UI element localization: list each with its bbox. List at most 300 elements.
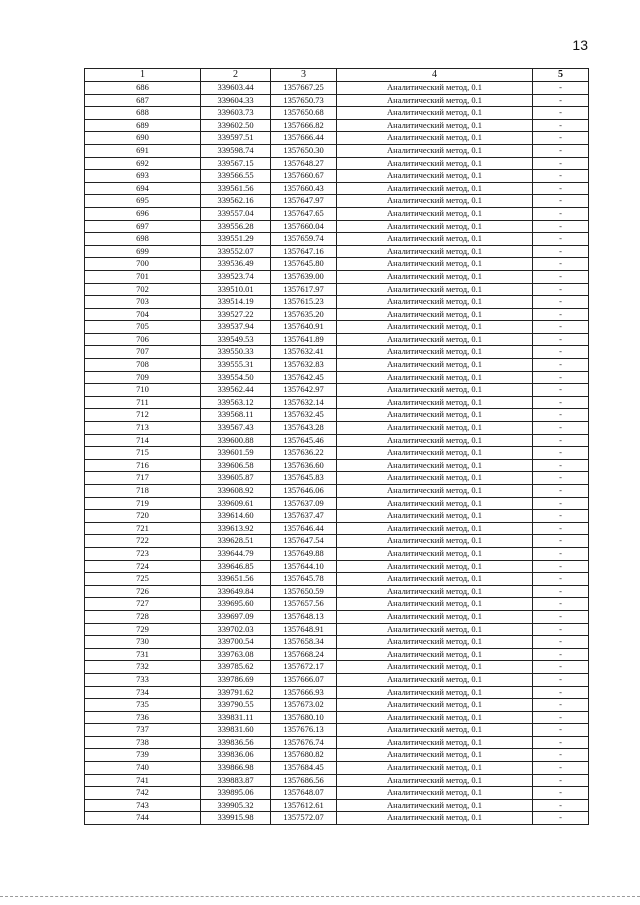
y-coordinate-cell: 1357648.07 (271, 787, 337, 800)
table-row (85, 333, 589, 346)
x-coordinate-cell: 339895.06 (201, 787, 271, 800)
method-cell: Аналитический метод, 0.1 (337, 258, 533, 271)
x-coordinate-cell: 339523.74 (201, 270, 271, 283)
mark-cell: - (533, 170, 589, 183)
table-row (85, 522, 589, 535)
method-cell: Аналитический метод, 0.1 (337, 749, 533, 762)
point-number-cell: 725 (85, 573, 201, 586)
method-cell: Аналитический метод, 0.1 (337, 170, 533, 183)
mark-cell: - (533, 233, 589, 246)
x-coordinate-cell: 339561.56 (201, 182, 271, 195)
table-row (85, 308, 589, 321)
header-method: 4 (337, 69, 533, 82)
y-coordinate-cell: 1357673.02 (271, 699, 337, 712)
table-row (85, 535, 589, 548)
x-coordinate-cell: 339785.62 (201, 661, 271, 674)
table-row (85, 220, 589, 233)
y-coordinate-cell: 1357686.56 (271, 774, 337, 787)
method-cell: Аналитический метод, 0.1 (337, 799, 533, 812)
table-row (85, 648, 589, 661)
y-coordinate-cell: 1357637.47 (271, 510, 337, 523)
method-cell: Аналитический метод, 0.1 (337, 661, 533, 674)
mark-cell: - (533, 144, 589, 157)
x-coordinate-cell: 339510.01 (201, 283, 271, 296)
table-row (85, 585, 589, 598)
y-coordinate-cell: 1357645.83 (271, 472, 337, 485)
x-coordinate-cell: 339883.87 (201, 774, 271, 787)
x-coordinate-cell: 339700.54 (201, 636, 271, 649)
point-number-cell: 689 (85, 119, 201, 132)
point-number-cell: 690 (85, 132, 201, 145)
table-row (85, 711, 589, 724)
table-row (85, 699, 589, 712)
table-row (85, 661, 589, 674)
point-number-cell: 734 (85, 686, 201, 699)
method-cell: Аналитический метод, 0.1 (337, 195, 533, 208)
y-coordinate-cell: 1357650.30 (271, 144, 337, 157)
header-x-coordinate: 2 (201, 69, 271, 82)
x-coordinate-cell: 339603.44 (201, 82, 271, 95)
mark-cell: - (533, 270, 589, 283)
mark-cell: - (533, 296, 589, 309)
table-row (85, 623, 589, 636)
y-coordinate-cell: 1357612.61 (271, 799, 337, 812)
method-cell: Аналитический метод, 0.1 (337, 547, 533, 560)
x-coordinate-cell: 339786.69 (201, 673, 271, 686)
x-coordinate-cell: 339556.28 (201, 220, 271, 233)
y-coordinate-cell: 1357639.00 (271, 270, 337, 283)
x-coordinate-cell: 339597.51 (201, 132, 271, 145)
mark-cell: - (533, 82, 589, 95)
y-coordinate-cell: 1357666.82 (271, 119, 337, 132)
table-row (85, 132, 589, 145)
y-coordinate-cell: 1357684.45 (271, 762, 337, 775)
x-coordinate-cell: 339567.43 (201, 422, 271, 435)
method-cell: Аналитический метод, 0.1 (337, 711, 533, 724)
method-cell: Аналитический метод, 0.1 (337, 207, 533, 220)
x-coordinate-cell: 339628.51 (201, 535, 271, 548)
method-cell: Аналитический метод, 0.1 (337, 560, 533, 573)
mark-cell: - (533, 157, 589, 170)
x-coordinate-cell: 339605.87 (201, 472, 271, 485)
y-coordinate-cell: 1357640.91 (271, 321, 337, 334)
table-row (85, 598, 589, 611)
point-number-cell: 696 (85, 207, 201, 220)
header-point-number: 1 (85, 69, 201, 82)
mark-cell: - (533, 724, 589, 737)
x-coordinate-cell: 339791.62 (201, 686, 271, 699)
table-row (85, 107, 589, 120)
y-coordinate-cell: 1357636.22 (271, 447, 337, 460)
y-coordinate-cell: 1357649.88 (271, 547, 337, 560)
point-number-cell: 711 (85, 396, 201, 409)
page-number: 13 (572, 37, 588, 53)
table-row (85, 787, 589, 800)
method-cell: Аналитический метод, 0.1 (337, 724, 533, 737)
y-coordinate-cell: 1357647.54 (271, 535, 337, 548)
method-cell: Аналитический метод, 0.1 (337, 434, 533, 447)
mark-cell: - (533, 547, 589, 560)
y-coordinate-cell: 1357646.06 (271, 485, 337, 498)
x-coordinate-cell: 339609.61 (201, 497, 271, 510)
table-row (85, 422, 589, 435)
y-coordinate-cell: 1357680.82 (271, 749, 337, 762)
mark-cell: - (533, 422, 589, 435)
table-row (85, 258, 589, 271)
point-number-cell: 731 (85, 648, 201, 661)
y-coordinate-cell: 1357641.89 (271, 333, 337, 346)
method-cell: Аналитический метод, 0.1 (337, 283, 533, 296)
y-coordinate-cell: 1357645.78 (271, 573, 337, 586)
table-row (85, 736, 589, 749)
table-body (85, 82, 589, 825)
x-coordinate-cell: 339557.04 (201, 207, 271, 220)
x-coordinate-cell: 339536.49 (201, 258, 271, 271)
mark-cell: - (533, 384, 589, 397)
point-number-cell: 722 (85, 535, 201, 548)
y-coordinate-cell: 1357636.60 (271, 459, 337, 472)
point-number-cell: 687 (85, 94, 201, 107)
point-number-cell: 718 (85, 485, 201, 498)
mark-cell: - (533, 585, 589, 598)
method-cell: Аналитический метод, 0.1 (337, 736, 533, 749)
method-cell: Аналитический метод, 0.1 (337, 762, 533, 775)
mark-cell: - (533, 346, 589, 359)
point-number-cell: 686 (85, 82, 201, 95)
method-cell: Аналитический метод, 0.1 (337, 447, 533, 460)
point-number-cell: 723 (85, 547, 201, 560)
mark-cell: - (533, 573, 589, 586)
table-row (85, 396, 589, 409)
x-coordinate-cell: 339603.73 (201, 107, 271, 120)
point-number-cell: 701 (85, 270, 201, 283)
point-number-cell: 704 (85, 308, 201, 321)
x-coordinate-cell: 339600.88 (201, 434, 271, 447)
mark-cell: - (533, 434, 589, 447)
table-row (85, 321, 589, 334)
table-row (85, 472, 589, 485)
y-coordinate-cell: 1357642.45 (271, 371, 337, 384)
point-number-cell: 742 (85, 787, 201, 800)
table-row (85, 447, 589, 460)
table-row (85, 573, 589, 586)
x-coordinate-cell: 339790.55 (201, 699, 271, 712)
x-coordinate-cell: 339601.59 (201, 447, 271, 460)
x-coordinate-cell: 339606.58 (201, 459, 271, 472)
table-row (85, 724, 589, 737)
table-row (85, 673, 589, 686)
x-coordinate-cell: 339644.79 (201, 547, 271, 560)
mark-cell: - (533, 535, 589, 548)
table-row (85, 296, 589, 309)
point-number-cell: 693 (85, 170, 201, 183)
table-row (85, 94, 589, 107)
x-coordinate-cell: 339915.98 (201, 812, 271, 825)
y-coordinate-cell: 1357646.44 (271, 522, 337, 535)
point-number-cell: 703 (85, 296, 201, 309)
y-coordinate-cell: 1357650.59 (271, 585, 337, 598)
x-coordinate-cell: 339602.50 (201, 119, 271, 132)
mark-cell: - (533, 799, 589, 812)
x-coordinate-cell: 339763.08 (201, 648, 271, 661)
method-cell: Аналитический метод, 0.1 (337, 296, 533, 309)
method-cell: Аналитический метод, 0.1 (337, 107, 533, 120)
table-row (85, 195, 589, 208)
table-row (85, 409, 589, 422)
table-row (85, 610, 589, 623)
method-cell: Аналитический метод, 0.1 (337, 384, 533, 397)
mark-cell: - (533, 220, 589, 233)
y-coordinate-cell: 1357645.46 (271, 434, 337, 447)
x-coordinate-cell: 339836.56 (201, 736, 271, 749)
x-coordinate-cell: 339905.32 (201, 799, 271, 812)
method-cell: Аналитический метод, 0.1 (337, 673, 533, 686)
mark-cell: - (533, 774, 589, 787)
y-coordinate-cell: 1357667.25 (271, 82, 337, 95)
x-coordinate-cell: 339646.85 (201, 560, 271, 573)
y-coordinate-cell: 1357635.20 (271, 308, 337, 321)
method-cell: Аналитический метод, 0.1 (337, 245, 533, 258)
footer-divider (0, 896, 640, 897)
method-cell: Аналитический метод, 0.1 (337, 522, 533, 535)
point-number-cell: 727 (85, 598, 201, 611)
mark-cell: - (533, 711, 589, 724)
mark-cell: - (533, 661, 589, 674)
table-row (85, 119, 589, 132)
mark-cell: - (533, 673, 589, 686)
table-row (85, 547, 589, 560)
x-coordinate-cell: 339563.12 (201, 396, 271, 409)
point-number-cell: 707 (85, 346, 201, 359)
y-coordinate-cell: 1357660.43 (271, 182, 337, 195)
y-coordinate-cell: 1357659.74 (271, 233, 337, 246)
method-cell: Аналитический метод, 0.1 (337, 94, 533, 107)
y-coordinate-cell: 1357647.16 (271, 245, 337, 258)
x-coordinate-cell: 339695.60 (201, 598, 271, 611)
header-column-5: 5 (533, 69, 589, 82)
y-coordinate-cell: 1357650.73 (271, 94, 337, 107)
point-number-cell: 735 (85, 699, 201, 712)
x-coordinate-cell: 339831.11 (201, 711, 271, 724)
y-coordinate-cell: 1357644.10 (271, 560, 337, 573)
method-cell: Аналитический метод, 0.1 (337, 321, 533, 334)
mark-cell: - (533, 459, 589, 472)
point-number-cell: 719 (85, 497, 201, 510)
y-coordinate-cell: 1357648.13 (271, 610, 337, 623)
method-cell: Аналитический метод, 0.1 (337, 182, 533, 195)
coordinates-table (84, 68, 589, 825)
method-cell: Аналитический метод, 0.1 (337, 422, 533, 435)
mark-cell: - (533, 94, 589, 107)
point-number-cell: 737 (85, 724, 201, 737)
y-coordinate-cell: 1357645.80 (271, 258, 337, 271)
point-number-cell: 713 (85, 422, 201, 435)
table-row (85, 170, 589, 183)
y-coordinate-cell: 1357632.45 (271, 409, 337, 422)
y-coordinate-cell: 1357666.07 (271, 673, 337, 686)
point-number-cell: 688 (85, 107, 201, 120)
y-coordinate-cell: 1357657.56 (271, 598, 337, 611)
method-cell: Аналитический метод, 0.1 (337, 308, 533, 321)
method-cell: Аналитический метод, 0.1 (337, 774, 533, 787)
table-row (85, 560, 589, 573)
x-coordinate-cell: 339551.29 (201, 233, 271, 246)
point-number-cell: 740 (85, 762, 201, 775)
method-cell: Аналитический метод, 0.1 (337, 144, 533, 157)
method-cell: Аналитический метод, 0.1 (337, 699, 533, 712)
method-cell: Аналитический метод, 0.1 (337, 472, 533, 485)
table-row (85, 270, 589, 283)
mark-cell: - (533, 321, 589, 334)
mark-cell: - (533, 472, 589, 485)
point-number-cell: 694 (85, 182, 201, 195)
table-row (85, 371, 589, 384)
method-cell: Аналитический метод, 0.1 (337, 636, 533, 649)
point-number-cell: 692 (85, 157, 201, 170)
method-cell: Аналитический метод, 0.1 (337, 459, 533, 472)
mark-cell: - (533, 736, 589, 749)
point-number-cell: 712 (85, 409, 201, 422)
table-row (85, 82, 589, 95)
method-cell: Аналитический метод, 0.1 (337, 648, 533, 661)
table-row (85, 245, 589, 258)
y-coordinate-cell: 1357676.74 (271, 736, 337, 749)
y-coordinate-cell: 1357642.97 (271, 384, 337, 397)
x-coordinate-cell: 339649.84 (201, 585, 271, 598)
method-cell: Аналитический метод, 0.1 (337, 812, 533, 825)
method-cell: Аналитический метод, 0.1 (337, 359, 533, 372)
y-coordinate-cell: 1357666.44 (271, 132, 337, 145)
mark-cell: - (533, 182, 589, 195)
point-number-cell: 709 (85, 371, 201, 384)
method-cell: Аналитический метод, 0.1 (337, 409, 533, 422)
y-coordinate-cell: 1357632.14 (271, 396, 337, 409)
point-number-cell: 695 (85, 195, 201, 208)
x-coordinate-cell: 339568.11 (201, 409, 271, 422)
table-row (85, 510, 589, 523)
point-number-cell: 739 (85, 749, 201, 762)
x-coordinate-cell: 339604.33 (201, 94, 271, 107)
x-coordinate-cell: 339552.07 (201, 245, 271, 258)
point-number-cell: 736 (85, 711, 201, 724)
method-cell: Аналитический метод, 0.1 (337, 610, 533, 623)
method-cell: Аналитический метод, 0.1 (337, 371, 533, 384)
point-number-cell: 702 (85, 283, 201, 296)
method-cell: Аналитический метод, 0.1 (337, 623, 533, 636)
mark-cell: - (533, 522, 589, 535)
x-coordinate-cell: 339866.98 (201, 762, 271, 775)
x-coordinate-cell: 339550.33 (201, 346, 271, 359)
x-coordinate-cell: 339651.56 (201, 573, 271, 586)
x-coordinate-cell: 339836.06 (201, 749, 271, 762)
mark-cell: - (533, 598, 589, 611)
y-coordinate-cell: 1357660.04 (271, 220, 337, 233)
point-number-cell: 708 (85, 359, 201, 372)
point-number-cell: 706 (85, 333, 201, 346)
point-number-cell: 710 (85, 384, 201, 397)
table-row (85, 749, 589, 762)
y-coordinate-cell: 1357660.67 (271, 170, 337, 183)
table-row (85, 434, 589, 447)
x-coordinate-cell: 339566.55 (201, 170, 271, 183)
x-coordinate-cell: 339614.60 (201, 510, 271, 523)
table-row (85, 799, 589, 812)
method-cell: Аналитический метод, 0.1 (337, 396, 533, 409)
y-coordinate-cell: 1357648.91 (271, 623, 337, 636)
mark-cell: - (533, 371, 589, 384)
y-coordinate-cell: 1357632.83 (271, 359, 337, 372)
y-coordinate-cell: 1357647.97 (271, 195, 337, 208)
mark-cell: - (533, 749, 589, 762)
mark-cell: - (533, 195, 589, 208)
point-number-cell: 716 (85, 459, 201, 472)
table-row (85, 774, 589, 787)
method-cell: Аналитический метод, 0.1 (337, 686, 533, 699)
y-coordinate-cell: 1357680.10 (271, 711, 337, 724)
mark-cell: - (533, 333, 589, 346)
mark-cell: - (533, 245, 589, 258)
mark-cell: - (533, 485, 589, 498)
method-cell: Аналитический метод, 0.1 (337, 270, 533, 283)
x-coordinate-cell: 339527.22 (201, 308, 271, 321)
point-number-cell: 697 (85, 220, 201, 233)
method-cell: Аналитический метод, 0.1 (337, 585, 533, 598)
header-row (85, 69, 589, 82)
point-number-cell: 728 (85, 610, 201, 623)
mark-cell: - (533, 610, 589, 623)
point-number-cell: 724 (85, 560, 201, 573)
y-coordinate-cell: 1357647.65 (271, 207, 337, 220)
x-coordinate-cell: 339537.94 (201, 321, 271, 334)
mark-cell: - (533, 409, 589, 422)
mark-cell: - (533, 623, 589, 636)
point-number-cell: 738 (85, 736, 201, 749)
y-coordinate-cell: 1357666.93 (271, 686, 337, 699)
table-row (85, 144, 589, 157)
table-row (85, 485, 589, 498)
mark-cell: - (533, 686, 589, 699)
point-number-cell: 730 (85, 636, 201, 649)
mark-cell: - (533, 283, 589, 296)
y-coordinate-cell: 1357650.68 (271, 107, 337, 120)
method-cell: Аналитический метод, 0.1 (337, 333, 533, 346)
mark-cell: - (533, 207, 589, 220)
y-coordinate-cell: 1357637.09 (271, 497, 337, 510)
y-coordinate-cell: 1357617.97 (271, 283, 337, 296)
point-number-cell: 726 (85, 585, 201, 598)
point-number-cell: 741 (85, 774, 201, 787)
mark-cell: - (533, 497, 589, 510)
point-number-cell: 691 (85, 144, 201, 157)
y-coordinate-cell: 1357632.41 (271, 346, 337, 359)
point-number-cell: 717 (85, 472, 201, 485)
x-coordinate-cell: 339608.92 (201, 485, 271, 498)
table-row (85, 459, 589, 472)
mark-cell: - (533, 308, 589, 321)
mark-cell: - (533, 787, 589, 800)
method-cell: Аналитический метод, 0.1 (337, 119, 533, 132)
y-coordinate-cell: 1357676.13 (271, 724, 337, 737)
method-cell: Аналитический метод, 0.1 (337, 573, 533, 586)
method-cell: Аналитический метод, 0.1 (337, 485, 533, 498)
point-number-cell: 733 (85, 673, 201, 686)
x-coordinate-cell: 339702.03 (201, 623, 271, 636)
method-cell: Аналитический метод, 0.1 (337, 535, 533, 548)
y-coordinate-cell: 1357572.07 (271, 812, 337, 825)
x-coordinate-cell: 339514.19 (201, 296, 271, 309)
method-cell: Аналитический метод, 0.1 (337, 510, 533, 523)
mark-cell: - (533, 132, 589, 145)
